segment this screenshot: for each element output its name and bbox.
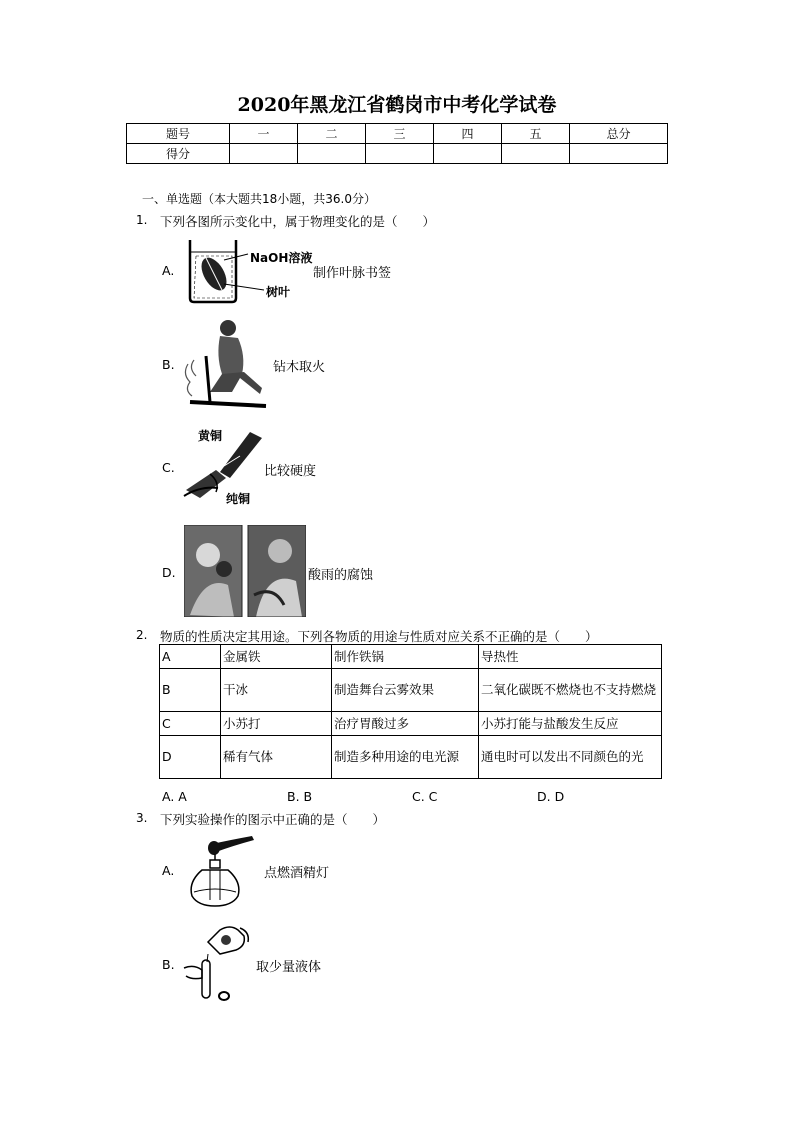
table-cell: 制作铁锅 <box>332 645 479 669</box>
score-empty-cell <box>298 144 366 164</box>
drilling-fire-figure <box>180 316 270 410</box>
score-empty-cell <box>502 144 570 164</box>
score-cell: 得分 <box>127 144 230 164</box>
table-cell: 导热性 <box>479 645 662 669</box>
table-cell: 干冰 <box>221 669 332 712</box>
properties-table <box>159 644 662 779</box>
option-caption: 取少量液体 <box>256 960 322 975</box>
table-row <box>160 736 662 779</box>
answer-choice: A. A <box>162 789 187 804</box>
table-cell: B <box>160 669 221 712</box>
question-number: 1. <box>136 213 148 227</box>
table-cell: 二氧化碳既不燃烧也不支持燃烧 <box>479 669 662 712</box>
score-cell: 四 <box>434 124 502 144</box>
score-cell: 题号 <box>127 124 230 144</box>
figure-label: 纯铜 <box>226 492 251 506</box>
option-label: C. <box>162 460 175 475</box>
score-empty-cell <box>434 144 502 164</box>
score-table-header-row <box>127 124 668 144</box>
question-number: 2. <box>136 628 148 642</box>
table-cell: 制造多种用途的电光源 <box>332 736 479 779</box>
option-caption: 酸雨的腐蚀 <box>308 568 374 583</box>
question-text: 下列各图所示变化中，属于物理变化的是（ ） <box>160 214 436 229</box>
answer-choice: B. B <box>287 789 313 804</box>
score-table <box>126 123 668 164</box>
figure-label: 树叶 <box>266 285 291 299</box>
table-cell: 稀有气体 <box>221 736 332 779</box>
score-cell: 三 <box>366 124 434 144</box>
score-cell: 总分 <box>570 124 668 144</box>
option-caption: 比较硬度 <box>264 464 317 479</box>
score-empty-cell <box>366 144 434 164</box>
answer-choice: C. C <box>412 789 438 804</box>
option-label: B. <box>162 357 175 372</box>
option-label: A. <box>162 263 175 278</box>
score-empty-cell <box>570 144 668 164</box>
table-cell: C <box>160 712 221 736</box>
table-cell: 小苏打 <box>221 712 332 736</box>
table-row <box>160 712 662 736</box>
pour-liquid-figure <box>180 918 256 1006</box>
option-caption: 点燃酒精灯 <box>264 866 330 881</box>
answer-choice: D. D <box>537 789 565 804</box>
table-cell: 通电时可以发出不同颜色的光 <box>479 736 662 779</box>
table-cell: D <box>160 736 221 779</box>
option-label: D. <box>162 565 176 580</box>
question-number: 3. <box>136 811 148 825</box>
hardness-compare-figure <box>180 426 270 510</box>
question-text: 物质的性质决定其用途。下列各物质的用途与性质对应关系不正确的是（ ） <box>160 629 598 644</box>
option-caption: 钻木取火 <box>273 360 326 375</box>
table-row <box>160 669 662 712</box>
acid-rain-photos <box>184 525 306 617</box>
table-cell: 治疗胃酸过多 <box>332 712 479 736</box>
score-empty-cell <box>230 144 298 164</box>
page-title: 2020年黑龙江省鹤岗市中考化学试卷 <box>237 94 557 116</box>
beaker-leaf-figure <box>186 236 312 306</box>
option-caption: 制作叶脉书签 <box>313 266 392 281</box>
figure-label: NaOH溶液 <box>250 251 313 265</box>
alcohol-lamp-figure <box>180 830 260 912</box>
score-table-score-row <box>127 144 668 164</box>
score-cell: 一 <box>230 124 298 144</box>
table-row <box>160 645 662 669</box>
table-cell: 制造舞台云雾效果 <box>332 669 479 712</box>
section-heading: 一、单选题（本大题共18小题，共36.0分） <box>142 192 376 206</box>
table-cell: 小苏打能与盐酸发生反应 <box>479 712 662 736</box>
option-label: A. <box>162 863 175 878</box>
option-label: B. <box>162 957 175 972</box>
figure-label: 黄铜 <box>198 429 223 443</box>
question-text: 下列实验操作的图示中正确的是（ ） <box>160 812 386 827</box>
table-cell: A <box>160 645 221 669</box>
table-cell: 金属铁 <box>221 645 332 669</box>
score-cell: 二 <box>298 124 366 144</box>
score-cell: 五 <box>502 124 570 144</box>
